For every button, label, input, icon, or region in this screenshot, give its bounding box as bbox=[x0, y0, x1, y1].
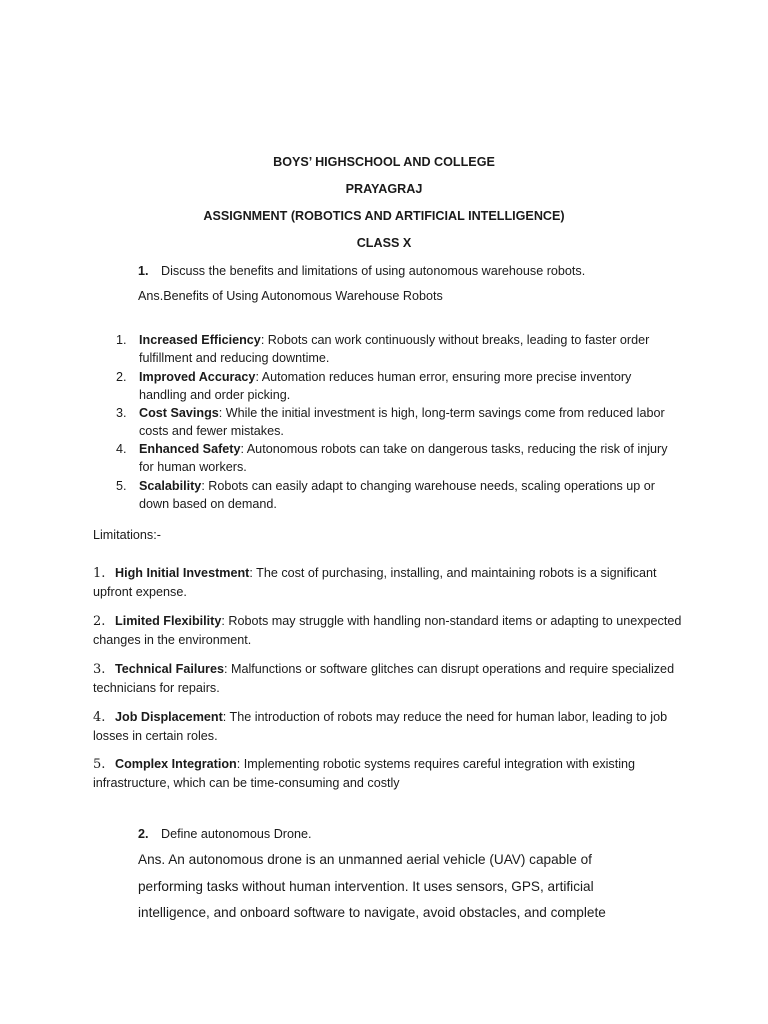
benefit-item bbox=[116, 331, 676, 367]
question-1 bbox=[138, 264, 585, 278]
benefit-number: 5. bbox=[116, 479, 127, 493]
school-name: BOYS’ HIGHSCHOOL AND COLLEGE bbox=[273, 155, 495, 169]
limitation-title: Complex Integration bbox=[115, 757, 237, 771]
question-1-number: 1. bbox=[138, 264, 149, 278]
question-1-text: Discuss the benefits and limitations of using autonomous warehouse robots. bbox=[161, 264, 586, 278]
benefit-text: : Robots can work continuously without breaks, leading to faster order fulfillment and reducing downtime. bbox=[139, 333, 650, 365]
benefit-title: Increased Efficiency bbox=[139, 333, 261, 347]
benefit-number: 1. bbox=[116, 333, 127, 347]
limitation-title: Limited Flexibility bbox=[115, 614, 222, 628]
benefit-title: Cost Savings bbox=[139, 406, 219, 420]
limitation-item bbox=[93, 564, 683, 602]
limitation-title: High Initial Investment bbox=[115, 566, 250, 580]
limitation-item bbox=[93, 660, 683, 698]
answer-2-text: Ans. An autonomous drone is an unmanned aerial vehicle (UAV) capable of performing tasks without human intervention. It uses sensors, GPS, artificial intelligence, and onboard software to navigate, avoid obstacles, and complete bbox=[138, 852, 606, 920]
benefit-text: : Autonomous robots can take on dangerous tasks, reducing the risk of injury for human workers. bbox=[139, 442, 668, 474]
limitations-heading: Limitations:- bbox=[93, 528, 161, 542]
benefit-text: : While the initial investment is high, long-term savings come from reduced labor costs and fewer mistakes. bbox=[139, 406, 665, 438]
benefit-item bbox=[116, 368, 676, 404]
class-label: CLASS X bbox=[356, 236, 412, 250]
assignment-title: ASSIGNMENT (ROBOTICS AND ARTIFICIAL INTELLIGENCE) bbox=[203, 209, 565, 223]
benefit-number: 3. bbox=[116, 406, 127, 420]
limitation-title: Technical Failures bbox=[115, 662, 224, 676]
limitation-item bbox=[93, 755, 683, 793]
benefit-title: Scalability bbox=[139, 479, 202, 493]
limitation-text: : Malfunctions or software glitches can disrupt operations and require specialized technicians for repairs. bbox=[93, 662, 675, 695]
benefit-number: 2. bbox=[116, 370, 127, 384]
limitation-number: 3. bbox=[93, 662, 106, 677]
question-2-text: Define autonomous Drone. bbox=[161, 827, 312, 841]
question-2-number: 2. bbox=[138, 827, 149, 841]
limitation-text: : The cost of purchasing, installing, and maintaining robots is a significant upfront expense. bbox=[93, 566, 657, 599]
benefit-text: : Automation reduces human error, ensuring more precise inventory handling and order picking. bbox=[139, 370, 632, 402]
limitation-text: : Robots may struggle with handling non-standard items or adapting to unexpected changes in the environment. bbox=[93, 614, 682, 647]
limitation-title: Job Displacement bbox=[115, 710, 223, 724]
limitation-item bbox=[93, 708, 683, 746]
limitation-item bbox=[93, 612, 683, 650]
limitation-number: 2. bbox=[93, 614, 106, 629]
benefit-item bbox=[116, 477, 676, 513]
benefit-title: Enhanced Safety bbox=[139, 442, 241, 456]
limitation-number: 4. bbox=[93, 710, 106, 725]
city-name: PRAYAGRAJ bbox=[345, 182, 423, 196]
limitation-number: 5. bbox=[93, 757, 106, 772]
benefit-number: 4. bbox=[116, 442, 127, 456]
limitation-number: 1. bbox=[93, 566, 106, 581]
answer-1-heading: Ans.Benefits of Using Autonomous Warehouse Robots bbox=[138, 289, 443, 303]
benefit-item bbox=[116, 440, 676, 476]
limitation-text: : The introduction of robots may reduce the need for human labor, leading to job losses in certain roles. bbox=[93, 710, 668, 743]
limitation-text: : Implementing robotic systems requires careful integration with existing infrastructure, which can be time-consuming and costly bbox=[93, 757, 636, 790]
benefit-title: Improved Accuracy bbox=[139, 370, 256, 384]
benefit-text: : Robots can easily adapt to changing warehouse needs, scaling operations up or down based on demand. bbox=[139, 479, 655, 511]
question-2 bbox=[138, 827, 312, 841]
benefit-item bbox=[116, 404, 676, 440]
